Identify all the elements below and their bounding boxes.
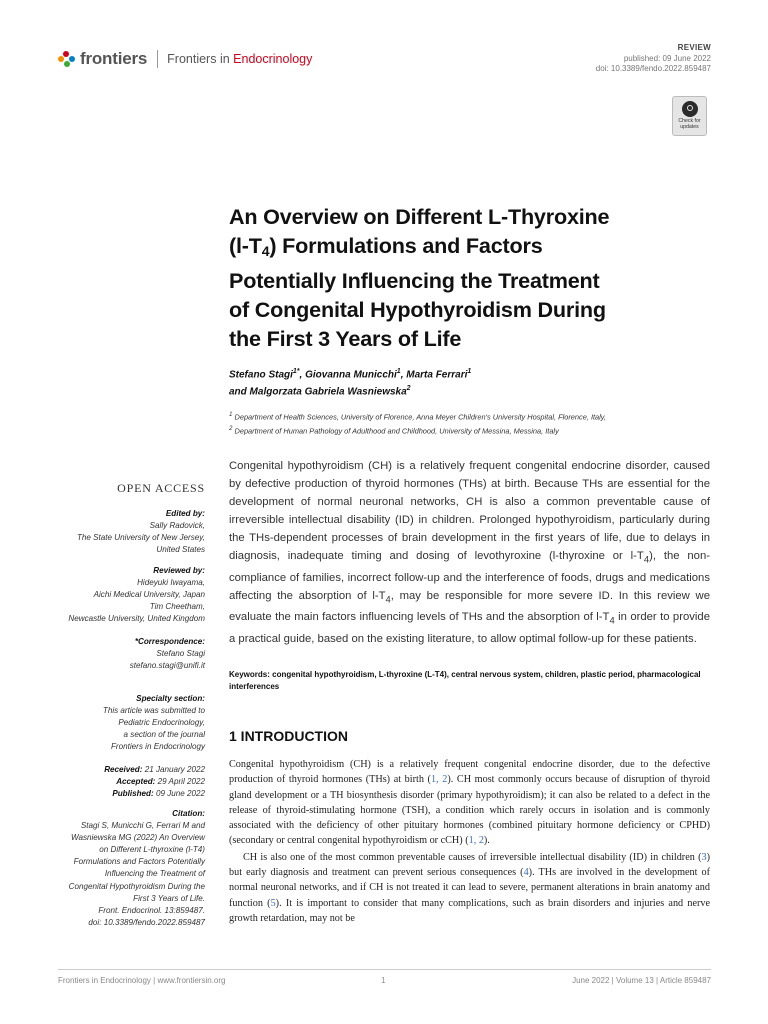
edited-by-block: Edited by: Sally Radovick, The State University of New Jersey, United States bbox=[25, 508, 205, 556]
reviewed-by-block: Reviewed by: Hideyuki Iwayama, Aichi Medical University, Japan Tim Cheetham, Newcastle University, United Kingdom bbox=[25, 565, 205, 625]
received-date: Received: 21 January 2022 bbox=[104, 765, 205, 774]
reviewer-line: Aichi Medical University, Japan bbox=[93, 590, 205, 600]
abstract: Congenital hypothyroidism (CH) is a relatively frequent congenital endocrine disorder, caused by defective production of thyroid hormones (THs) at birth. Because THs are essential for the development of normal neuronal networks, CH is also a common preventable cause of irreversible intellectual disability (ID) in children. Prolonged hypothyroidism, particularly during the THs-dependent processes of brain development in the first years of life, due to delays in diagnosis, inadequate timing and dosing of levothyroxine (l-thyroxine or $l-T_4$), the non-compliance of families, incorrect follow-up and the interference of foods, drugs and medications affecting the absorption of $l-T_4$, may be responsible for more severe ID. In this review we evaluate the main factors influencing levels of THs and the absorption of $l-T_4$ in order to provide a practical guide, based on the existing literature, to allow optimal follow-up for these patients. bbox=[229, 460, 711, 645]
footer-journal[interactable]: Frontiers in Endocrinology | www.frontiersin.org bbox=[58, 976, 226, 985]
author-name[interactable]: Marta Ferrari bbox=[406, 369, 468, 381]
section-heading: 1 INTRODUCTION bbox=[229, 728, 348, 744]
paragraph: CH is also one of the most common preventable causes of irreversible intellectual disability (ID) in children (3) but early diagnosis and treatment can prevent serious consequences (4). THs are involved in the development of normal neuronal networks, and if CH is not treated it can lead to severe, permanent alterations in brain anatomy and function (5). It is important to consider that many complications, such as brain disorders and injuries and nerve growth retardation, may not be bbox=[229, 851, 710, 924]
specialty-section-block: Specialty section: This article was submitted to Pediatric Endocrinology, a section of the journal Frontiers in Endocrinology bbox=[102, 694, 205, 752]
affiliation: $^1$ Department of Health Sciences, University of Florence, Anna Meyer Children's University Hospital, Florence, Italy, bbox=[229, 411, 607, 422]
footer-divider bbox=[58, 969, 711, 970]
footer-volume: June 2022 | Volume 13 | Article 859487 bbox=[572, 976, 711, 985]
author-list: Stefano Stagi$^{1*}$, Giovanna Municchi$^1$, Marta Ferrari$^1$ and Malgorzata Gabriela Wasniewska$^2$ bbox=[229, 368, 472, 398]
citation-block: Citation: Stagi S, Municchi G, Ferrari M and Wasniewska MG (2022) An Overview on Different L-thyroxine (l-T4) Formulations and Factors Potentially Influencing the Treatment of Congenital Hypothyroidism During the First 3 Years of Life. Front. Endocrinol. 13:859487. doi: 10.3389/fendo.2022.859487 bbox=[25, 808, 205, 929]
citation-doi[interactable]: doi: 10.3389/fendo.2022.859487 bbox=[88, 917, 205, 927]
reference-link[interactable]: 3 bbox=[701, 851, 707, 863]
paragraph: Congenital hypothyroidism (CH) is a relatively frequent congenital endocrine disorder, due to the defective production of thyroid hormones (THs) at birth (1, 2). CH most commonly occurs because of disruption of thyroid gland development or a TH biosynthesis disorder (primary hypothyroidism); it can also be related to a defect in the release of thyroid-stimulating hormone (TSH), a condition which rarely occurs in isolation and is commonly associated with the deficiency of other pituitary hormones (combined pituitary hormone deficiency or CPHD) (secondary or central congenital hypothyroidism or cCH) (1, 2). bbox=[229, 759, 711, 847]
author-name[interactable]: Giovanna Municchi bbox=[305, 369, 397, 381]
editor-line[interactable]: Sally Radovick, bbox=[149, 521, 205, 531]
affiliation: $^2$ Department of Human Pathology of Adulthood and Childhood, University of Messina, Messina, Italy bbox=[229, 425, 559, 436]
check-for-updates-badge[interactable] bbox=[672, 96, 707, 136]
journal-name[interactable]: Frontiers in Endocrinology bbox=[167, 52, 313, 66]
badge-label-1: Check for bbox=[678, 118, 701, 124]
author-name[interactable]: Stefano Stagi bbox=[229, 369, 293, 381]
reviewer-line[interactable]: Tim Cheetham, bbox=[149, 602, 205, 612]
frontiers-logo-icon bbox=[58, 51, 75, 68]
article-title: An Overview on Different L-Thyroxine $(l-T_4)$ Formulations and Factors Potentially Influencing the Treatment of Congenital Hypothyroidism During the First 3 Years of Life bbox=[229, 204, 610, 351]
published-date: published: 09 June 2022 bbox=[623, 53, 711, 63]
section-body bbox=[229, 757, 710, 926]
reviewer-line[interactable]: Hideyuki Iwayama, bbox=[137, 578, 205, 588]
brand-name[interactable]: frontiers bbox=[80, 49, 148, 68]
article-doi[interactable]: doi: 10.3389/fendo.2022.859487 bbox=[595, 64, 711, 73]
correspondent-email[interactable]: stefano.stagi@unifi.it bbox=[129, 661, 205, 671]
accepted-date: Accepted: 29 April 2022 bbox=[116, 777, 205, 787]
badge-label-2: updates bbox=[680, 124, 699, 130]
dates-block bbox=[25, 764, 205, 800]
reference-link[interactable]: 1, 2 bbox=[468, 835, 484, 847]
article-type: REVIEW bbox=[677, 43, 711, 52]
article-meta bbox=[596, 43, 711, 75]
correspondent-name: Stefano Stagi bbox=[156, 649, 205, 659]
keywords: Keywords: congenital hypothyroidism, L-thyroxine (L-T4), central nervous system, children, plastic period, pharmacological interferences bbox=[229, 670, 701, 691]
header-divider bbox=[157, 50, 158, 68]
check-updates-icon bbox=[682, 101, 698, 117]
affiliations bbox=[229, 409, 719, 438]
published-date-side: Published: 09 June 2022 bbox=[112, 789, 205, 799]
reviewer-line: Newcastle University, United Kingdom bbox=[68, 614, 205, 624]
open-access-label: OPEN ACCESS bbox=[117, 481, 205, 495]
reference-link[interactable]: 5 bbox=[270, 897, 276, 909]
editor-line: The State University of New Jersey, bbox=[76, 533, 205, 543]
page-number: 1 bbox=[381, 976, 386, 985]
journal-header bbox=[58, 47, 312, 71]
correspondence-block: *Correspondence: Stefano Stagi stefano.stagi@unifi.it bbox=[25, 636, 205, 672]
reference-link[interactable]: 4 bbox=[523, 867, 529, 879]
editor-line: United States bbox=[156, 545, 205, 555]
reference-link[interactable]: 1, 2 bbox=[430, 774, 448, 786]
author-name[interactable]: and Malgorzata Gabriela Wasniewska bbox=[229, 386, 407, 398]
